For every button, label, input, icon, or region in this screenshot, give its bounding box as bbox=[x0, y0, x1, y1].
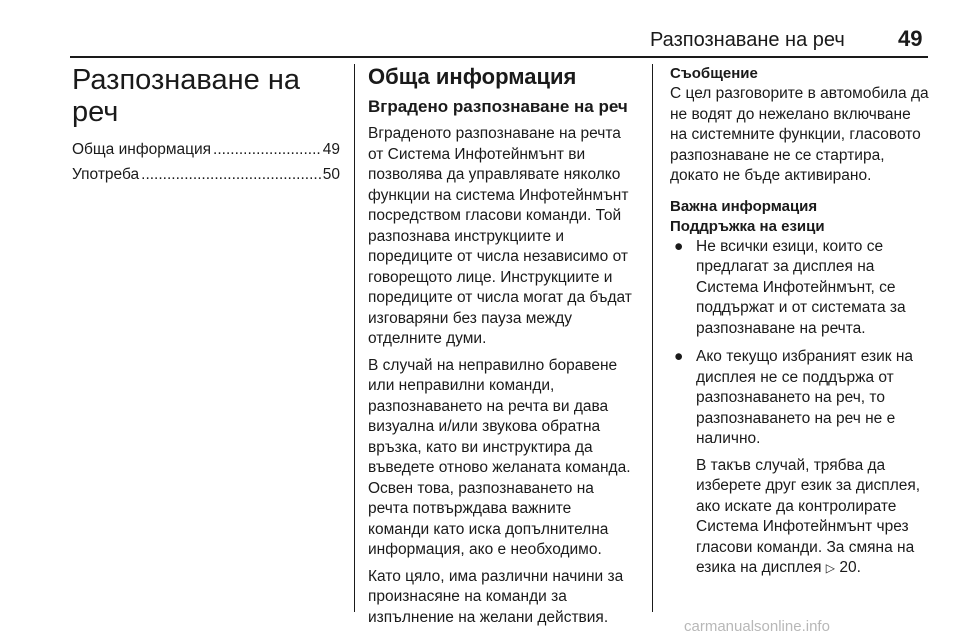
bullet-list bbox=[670, 237, 932, 579]
list-item bbox=[670, 237, 932, 340]
middle-column bbox=[368, 64, 636, 634]
page-number: 49 bbox=[898, 26, 923, 51]
toc-title: Обща информация bbox=[72, 141, 212, 158]
toc-entry[interactable] bbox=[72, 140, 340, 161]
page-reference-link[interactable]: 20. bbox=[839, 559, 861, 576]
left-column bbox=[72, 64, 340, 185]
paragraph: В случай на неправилно боравене или неправилни команди, разпознаването на речта ви дава визуална и/или звукова обратна връзка, като ви инструктира да въведете отново желаната команда. Освен това, разпознаването на речта потвърждава важните команди като иска допълнителна информация, ако е необходимо. bbox=[368, 356, 631, 558]
list-item bbox=[670, 347, 932, 579]
note-text: С цел разговорите в автомобила да не водят до нежелано включване на системните функции, гласовото разпознаване не се стартира, докато не бъде активирано. bbox=[670, 85, 929, 184]
column-divider-left bbox=[354, 64, 355, 612]
subsection-title: Вградено разпознаване на реч bbox=[368, 97, 628, 116]
list-item-text: Ако текущо избраният език на дисплея не се поддържа от разпознаването на реч, то разпознаването на реч не е налично. bbox=[696, 348, 914, 447]
list-item-text: Не всички езици, които се предлагат за дисплея на Система Инфотейнмънт, се поддържат и от системата за разпознаване на речта. bbox=[696, 237, 906, 337]
toc-leader bbox=[141, 165, 321, 186]
languages-heading: Поддръжка на езици bbox=[670, 217, 825, 235]
toc-entry[interactable] bbox=[72, 165, 340, 186]
header-title: Разпознаване на реч bbox=[650, 29, 845, 51]
header-rule bbox=[70, 56, 928, 58]
important-heading: Важна информация bbox=[670, 197, 818, 215]
toc-page: 49 bbox=[322, 141, 340, 158]
chapter-title: Разпознаване на реч bbox=[72, 64, 300, 128]
note-heading: Съобщение bbox=[670, 65, 758, 82]
toc-title: Употреба bbox=[72, 165, 140, 183]
paragraph: Вграденото разпознаване на речта от Система Инфотейнмънт ви позволява да управлявате няколко функции на система Инфотейнмънт посредством гласови команди. Той разпознава инструкциите и поредиците от числа независимо от говорещото лице. Инструкциите и поредиците от числа могат да бъдат изговаряни без пауза между отделните думи. bbox=[368, 125, 632, 347]
list-item-extra bbox=[696, 456, 932, 579]
extra-text: В такъв случай, трябва да изберете друг език за дисплея, ако искате да контролирате Система Инфотейнмънт чрез гласови команди. За смяна на езика на дисплея bbox=[696, 456, 921, 576]
section-title: Обща информация bbox=[368, 64, 577, 89]
triangle-right-icon: ▷ bbox=[825, 561, 836, 575]
right-column bbox=[670, 64, 932, 587]
paragraph: Като цяло, има различни начини за произнасяне на команди за изпълнение на желани действия. bbox=[368, 567, 624, 626]
bullet-icon: ● bbox=[674, 237, 684, 255]
toc-leader bbox=[213, 140, 321, 161]
column-divider-right bbox=[652, 64, 653, 612]
toc-page: 50 bbox=[322, 165, 340, 183]
watermark-logo: carmanualsonline.info bbox=[684, 618, 830, 635]
bullet-icon: ● bbox=[674, 348, 684, 365]
